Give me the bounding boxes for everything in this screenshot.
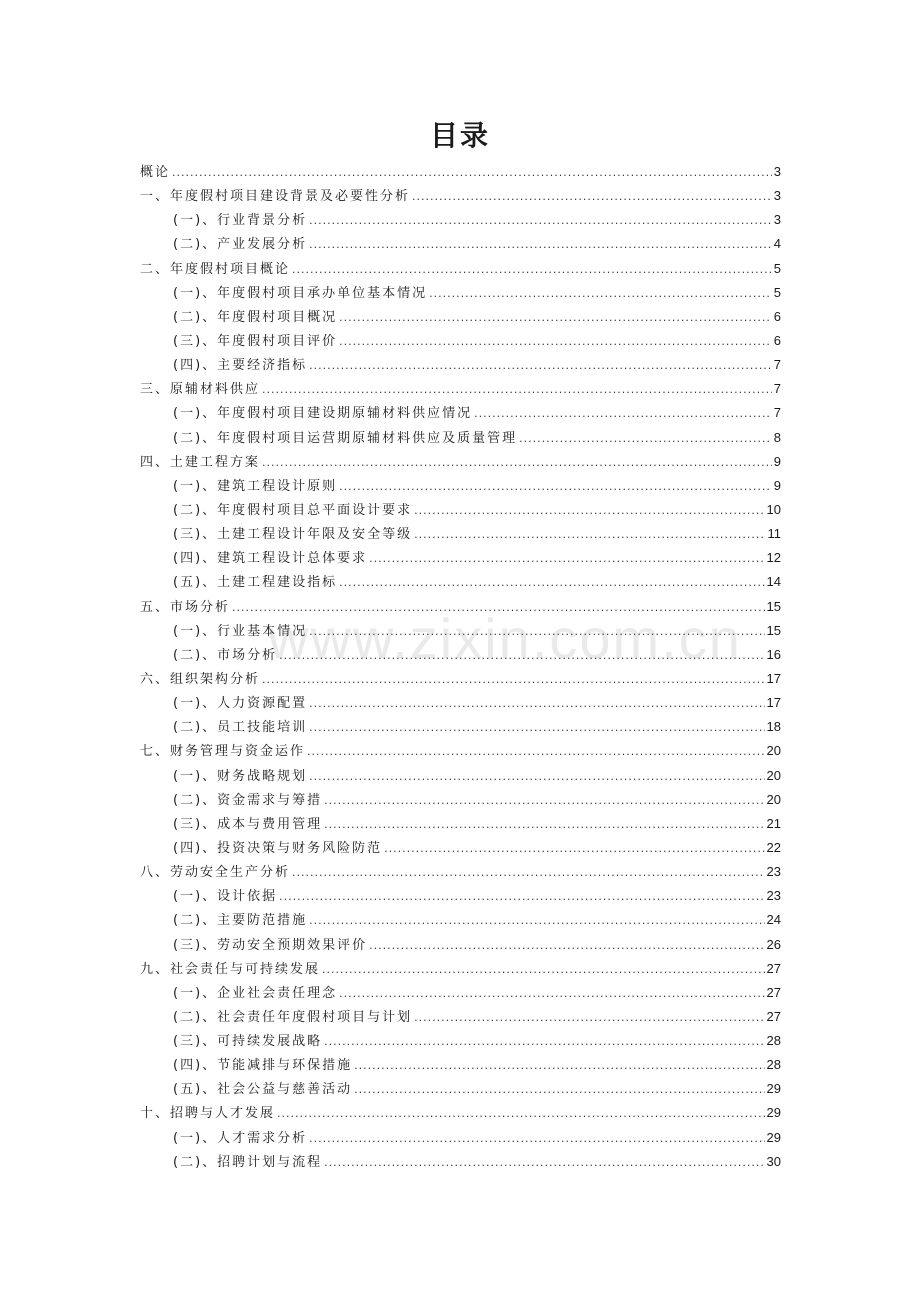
toc-entry-page-number: 15 bbox=[766, 622, 781, 638]
toc-entry-label: (五)、社会公益与慈善活动 bbox=[173, 1082, 353, 1098]
toc-dot-leader bbox=[519, 429, 772, 449]
toc-dot-leader bbox=[324, 791, 764, 811]
toc-entry-label: (一)、人才需求分析 bbox=[173, 1130, 308, 1146]
toc-entry-page-number: 6 bbox=[773, 308, 781, 324]
toc-entry-label: 七、财务管理与资金运作 bbox=[140, 744, 306, 760]
toc-entry-label: (二)、产业发展分析 bbox=[173, 237, 308, 253]
toc-entry-page-number: 29 bbox=[766, 1105, 781, 1121]
toc-entry-page-number: 22 bbox=[766, 839, 781, 855]
toc-entry-label: 八、劳动安全生产分析 bbox=[140, 865, 291, 881]
toc-entry-page-number: 15 bbox=[766, 598, 781, 614]
toc-dot-leader bbox=[262, 453, 772, 473]
toc-entry[interactable] bbox=[140, 838, 781, 862]
toc-entry-page-number: 7 bbox=[773, 405, 781, 421]
toc-entry-page-number: 26 bbox=[766, 936, 781, 952]
toc-entry-page-number: 3 bbox=[773, 212, 781, 228]
toc-entry-label: (三)、劳动安全预期效果评价 bbox=[173, 937, 368, 953]
toc-entry[interactable] bbox=[140, 1007, 781, 1031]
toc-entry[interactable] bbox=[140, 935, 781, 959]
toc-entry[interactable] bbox=[140, 210, 781, 234]
toc-entry[interactable] bbox=[140, 355, 781, 379]
toc-entry-label: (一)、财务战略规划 bbox=[173, 768, 308, 784]
table-of-contents bbox=[140, 162, 781, 1176]
toc-dot-leader bbox=[262, 670, 765, 690]
toc-entry-label: 一、年度假村项目建设背景及必要性分析 bbox=[140, 189, 411, 205]
toc-dot-leader bbox=[309, 911, 764, 931]
toc-dot-leader bbox=[354, 1056, 764, 1076]
toc-entry-page-number: 7 bbox=[773, 381, 781, 397]
watermark: www.zixin.com.cn bbox=[268, 607, 742, 670]
toc-entry[interactable] bbox=[140, 597, 781, 621]
toc-dot-leader bbox=[324, 1153, 764, 1173]
toc-entry-label: (三)、成本与费用管理 bbox=[173, 816, 323, 832]
toc-entry-label: 十、招聘与人才发展 bbox=[140, 1106, 276, 1122]
toc-entry-page-number: 5 bbox=[773, 284, 781, 300]
toc-dot-leader bbox=[339, 308, 772, 328]
toc-entry[interactable] bbox=[140, 983, 781, 1007]
toc-dot-leader bbox=[292, 260, 772, 280]
toc-dot-leader bbox=[339, 332, 772, 352]
toc-entry-page-number: 17 bbox=[766, 670, 781, 686]
toc-entry-label: (二)、招聘计划与流程 bbox=[173, 1154, 323, 1170]
toc-dot-leader bbox=[414, 1008, 764, 1028]
toc-entry[interactable] bbox=[140, 476, 781, 500]
toc-entry[interactable] bbox=[140, 307, 781, 331]
toc-entry-page-number: 28 bbox=[766, 1057, 781, 1073]
toc-dot-leader bbox=[307, 742, 765, 762]
toc-entry-label: (一)、行业基本情况 bbox=[173, 623, 308, 639]
toc-dot-leader bbox=[172, 163, 772, 183]
toc-dot-leader bbox=[369, 549, 764, 569]
toc-dot-leader bbox=[322, 960, 765, 980]
toc-entry[interactable] bbox=[140, 693, 781, 717]
toc-entry[interactable] bbox=[140, 959, 781, 983]
toc-entry[interactable] bbox=[140, 910, 781, 934]
toc-dot-leader bbox=[369, 936, 764, 956]
toc-entry-page-number: 23 bbox=[766, 888, 781, 904]
toc-dot-leader bbox=[309, 211, 772, 231]
toc-entry-page-number: 3 bbox=[773, 188, 781, 204]
toc-entry-page-number: 6 bbox=[773, 332, 781, 348]
toc-entry-page-number: 27 bbox=[766, 960, 781, 976]
toc-dot-leader bbox=[414, 525, 765, 545]
toc-entry[interactable] bbox=[140, 1079, 781, 1103]
toc-entry-label: (一)、年度假村项目承办单位基本情况 bbox=[173, 285, 428, 301]
toc-entry[interactable] bbox=[140, 741, 781, 765]
toc-dot-leader bbox=[292, 863, 765, 883]
toc-entry-page-number: 21 bbox=[766, 815, 781, 831]
toc-entry[interactable] bbox=[140, 259, 781, 283]
toc-entry[interactable] bbox=[140, 790, 781, 814]
page-title: 目录 bbox=[429, 119, 490, 152]
toc-entry-label: (四)、主要经济指标 bbox=[173, 358, 308, 374]
toc-entry-page-number: 12 bbox=[766, 550, 781, 566]
toc-entry-page-number: 30 bbox=[766, 1153, 781, 1169]
toc-entry[interactable] bbox=[140, 717, 781, 741]
toc-entry[interactable] bbox=[140, 234, 781, 258]
toc-entry[interactable] bbox=[140, 403, 781, 427]
toc-entry-page-number: 4 bbox=[773, 236, 781, 252]
toc-entry[interactable] bbox=[140, 162, 781, 186]
toc-entry-page-number: 16 bbox=[766, 646, 781, 662]
toc-entry-page-number: 29 bbox=[766, 1081, 781, 1097]
toc-dot-leader bbox=[339, 477, 772, 497]
toc-entry-label: (一)、年度假村项目建设期原辅材料供应情况 bbox=[173, 406, 473, 422]
toc-entry[interactable] bbox=[140, 645, 781, 669]
toc-entry[interactable] bbox=[140, 186, 781, 210]
toc-dot-leader bbox=[324, 1032, 764, 1052]
toc-entry-page-number: 17 bbox=[766, 695, 781, 711]
toc-dot-leader bbox=[474, 404, 772, 424]
toc-entry-label: (一)、企业社会责任理念 bbox=[173, 985, 338, 1001]
toc-entry[interactable] bbox=[140, 621, 781, 645]
toc-dot-leader bbox=[324, 815, 764, 835]
toc-entry-page-number: 20 bbox=[766, 791, 781, 807]
toc-entry-label: (二)、市场分析 bbox=[173, 647, 278, 663]
toc-entry[interactable] bbox=[140, 572, 781, 596]
toc-entry-page-number: 29 bbox=[766, 1129, 781, 1145]
toc-dot-leader bbox=[309, 1129, 764, 1149]
toc-dot-leader bbox=[309, 694, 764, 714]
toc-dot-leader bbox=[384, 839, 764, 859]
toc-entry-page-number: 10 bbox=[766, 501, 781, 517]
toc-entry[interactable] bbox=[140, 500, 781, 524]
toc-entry[interactable] bbox=[140, 379, 781, 403]
toc-entry[interactable] bbox=[140, 669, 781, 693]
toc-dot-leader bbox=[279, 646, 764, 666]
toc-entry[interactable] bbox=[140, 1103, 781, 1127]
toc-entry-label: (二)、员工技能培训 bbox=[173, 720, 308, 736]
toc-entry-label: (三)、年度假村项目评价 bbox=[173, 333, 338, 349]
toc-dot-leader bbox=[309, 718, 764, 738]
toc-entry-label: (四)、投资决策与财务风险防范 bbox=[173, 840, 383, 856]
toc-entry-label: 二、年度假村项目概论 bbox=[140, 261, 291, 277]
toc-entry-page-number: 3 bbox=[773, 164, 781, 179]
toc-dot-leader bbox=[279, 887, 764, 907]
toc-entry-page-number: 18 bbox=[766, 719, 781, 735]
toc-entry-label: (二)、社会责任年度假村项目与计划 bbox=[173, 1009, 413, 1025]
toc-entry-label: (三)、土建工程设计年限及安全等级 bbox=[173, 527, 413, 543]
toc-entry[interactable] bbox=[140, 283, 781, 307]
toc-entry[interactable] bbox=[140, 1152, 781, 1176]
toc-entry-label: (二)、主要防范措施 bbox=[173, 913, 308, 929]
toc-entry-label: (一)、行业背景分析 bbox=[173, 213, 308, 229]
toc-entry-page-number: 9 bbox=[773, 477, 781, 493]
toc-entry-label: (一)、建筑工程设计原则 bbox=[173, 478, 338, 494]
toc-entry[interactable] bbox=[140, 452, 781, 476]
toc-entry-label: (一)、人力资源配置 bbox=[173, 696, 308, 712]
toc-dot-leader bbox=[232, 598, 765, 618]
toc-entry[interactable] bbox=[140, 886, 781, 910]
toc-entry[interactable] bbox=[140, 331, 781, 355]
toc-entry-label: 六、组织架构分析 bbox=[140, 671, 261, 687]
toc-entry[interactable] bbox=[140, 548, 781, 572]
toc-entry-page-number: 23 bbox=[766, 864, 781, 880]
toc-dot-leader bbox=[309, 622, 764, 642]
toc-entry-label: (二)、年度假村项目总平面设计要求 bbox=[173, 502, 413, 518]
toc-entry[interactable] bbox=[140, 524, 781, 548]
toc-entry-label: (五)、土建工程建设指标 bbox=[173, 575, 338, 591]
toc-dot-leader bbox=[339, 984, 764, 1004]
toc-dot-leader bbox=[277, 1104, 765, 1124]
toc-entry-page-number: 9 bbox=[773, 453, 781, 469]
toc-entry[interactable] bbox=[140, 1128, 781, 1152]
toc-entry-page-number: 27 bbox=[766, 984, 781, 1000]
toc-entry-label: (一)、设计依据 bbox=[173, 889, 278, 905]
toc-entry[interactable] bbox=[140, 1055, 781, 1079]
toc-entry-page-number: 14 bbox=[766, 574, 781, 590]
toc-entry-label: (三)、可持续发展战略 bbox=[173, 1034, 323, 1050]
toc-entry-label: (二)、资金需求与筹措 bbox=[173, 792, 323, 808]
toc-dot-leader bbox=[414, 501, 764, 521]
toc-entry[interactable] bbox=[140, 428, 781, 452]
toc-entry[interactable] bbox=[140, 1031, 781, 1055]
toc-entry-page-number: 27 bbox=[766, 1008, 781, 1024]
toc-entry[interactable] bbox=[140, 766, 781, 790]
toc-dot-leader bbox=[309, 235, 772, 255]
toc-entry-label: 四、土建工程方案 bbox=[140, 454, 261, 470]
toc-entry-page-number: 20 bbox=[766, 767, 781, 783]
toc-entry-label: 三、原辅材料供应 bbox=[140, 382, 261, 398]
toc-entry-page-number: 20 bbox=[766, 743, 781, 759]
toc-entry[interactable] bbox=[140, 814, 781, 838]
toc-entry-page-number: 5 bbox=[773, 260, 781, 276]
toc-dot-leader bbox=[309, 356, 772, 376]
toc-entry-page-number: 11 bbox=[767, 526, 781, 542]
toc-dot-leader bbox=[429, 284, 772, 304]
toc-entry-page-number: 8 bbox=[773, 429, 781, 445]
toc-dot-leader bbox=[412, 187, 772, 207]
toc-entry-label: (四)、节能减排与环保措施 bbox=[173, 1058, 353, 1074]
toc-entry-page-number: 24 bbox=[766, 912, 781, 928]
toc-entry-page-number: 7 bbox=[773, 357, 781, 373]
toc-entry[interactable] bbox=[140, 862, 781, 886]
toc-entry-label: 概论 bbox=[140, 165, 171, 180]
toc-dot-leader bbox=[354, 1080, 764, 1100]
toc-dot-leader bbox=[339, 573, 764, 593]
toc-entry-label: (四)、建筑工程设计总体要求 bbox=[173, 551, 368, 567]
toc-entry-label: (二)、年度假村项目运营期原辅材料供应及质量管理 bbox=[173, 430, 518, 446]
toc-dot-leader bbox=[309, 767, 764, 787]
toc-entry-label: 五、市场分析 bbox=[140, 599, 231, 615]
toc-dot-leader bbox=[262, 380, 772, 400]
toc-entry-label: 九、社会责任与可持续发展 bbox=[140, 961, 321, 977]
toc-entry-label: (二)、年度假村项目概况 bbox=[173, 309, 338, 325]
toc-entry-page-number: 28 bbox=[766, 1033, 781, 1049]
